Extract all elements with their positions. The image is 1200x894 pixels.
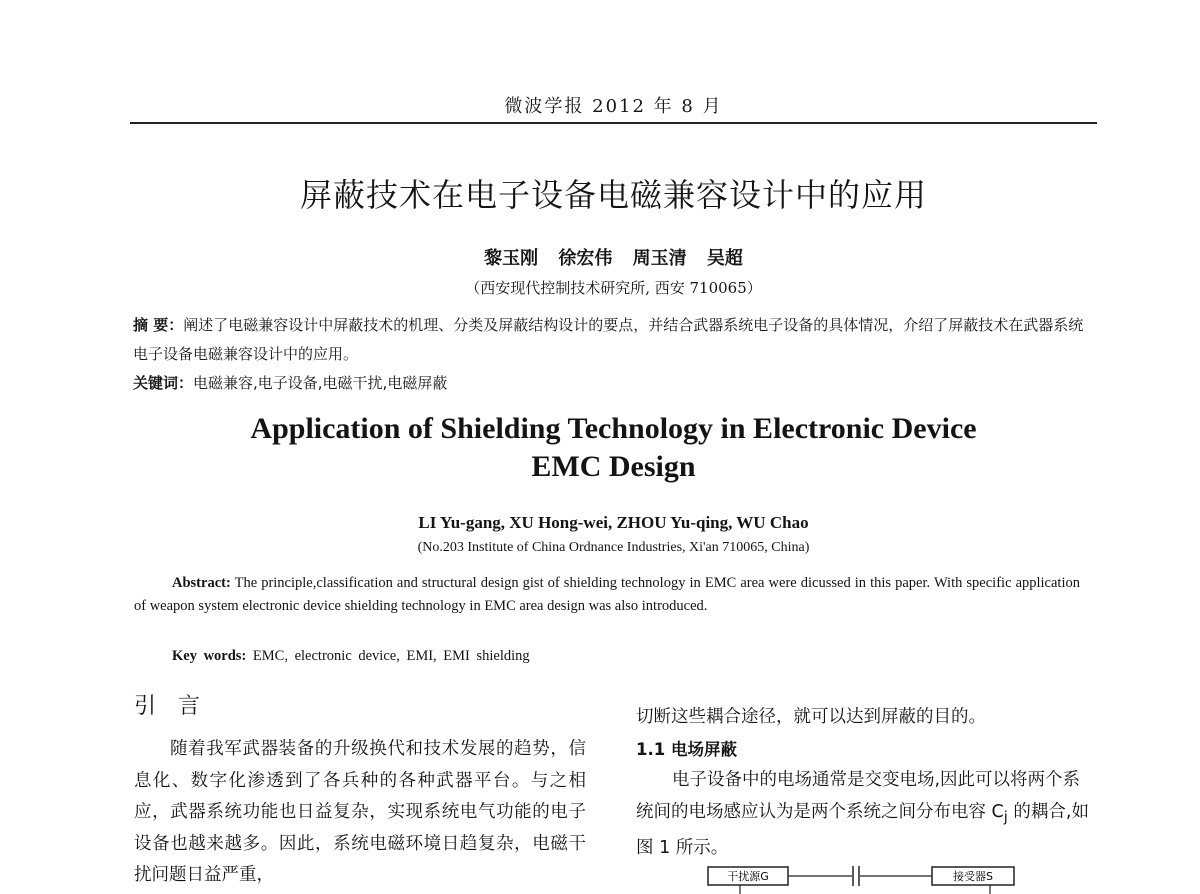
chinese-keywords-text: 电磁兼容,电子设备,电磁干扰,电磁屏蔽 <box>193 374 448 392</box>
chinese-abstract <box>133 311 1093 369</box>
figure-source-label: 干扰源G <box>727 870 769 883</box>
figure-receiver-label: 接受器S <box>953 870 993 883</box>
chinese-abstract-text: 阐述了电磁兼容设计中屏蔽技术的机理、分类及屏蔽结构设计的要点，并结合武器系统电子设备的具体情况，介绍了屏蔽技术在武器系统电子设备电磁兼容设计中的应用。 <box>133 316 1084 363</box>
capacitance-subscript: j <box>1003 808 1008 825</box>
electric-shielding-tail: 的耦合,如图 1 所示。 <box>636 801 1089 858</box>
english-keywords <box>172 648 1072 665</box>
subsection-heading-electric-shielding: 1.1 电场屏蔽 <box>636 739 737 759</box>
section-heading-introduction: 引言 <box>134 694 223 719</box>
header-rule <box>130 122 1097 124</box>
english-abstract <box>134 572 1080 618</box>
running-header: 微波学报 2012 年 8 月 <box>504 96 723 117</box>
english-abstract-text: The principle,classification and structural design gist of shielding technology in EMC area were dicussed in this paper. With specific application of weapon system electronic device shielding technology in EMC area design was also introduced. <box>134 575 1080 614</box>
chinese-keywords-label: 关键词： <box>133 374 194 392</box>
english-title-line2: EMC Design <box>531 450 696 483</box>
electric-shielding-text: 电子设备中的电场通常是交变电场,因此可以将两个系统间的电场感应认为是两个系统之间分布电容 C <box>636 770 1081 822</box>
english-keywords-text: EMC, electronic device, EMI, EMI shielding <box>246 648 530 664</box>
intro-paragraph: 随着我军武器装备的升级换代和技术发展的趋势，信息化、数字化渗透到了各兵种的各种武器平台。与之相应，武器系统功能也日益复杂，实现系统电气功能的电子设备也越来越多。因此，系统电磁环境日趋复杂，电磁干扰问题日益严重， <box>134 739 586 885</box>
chinese-authors: 黎玉刚 徐宏伟 周玉清 吴超 <box>484 248 743 269</box>
english-title-line1: Application of Shielding Technology in Electronic Device <box>250 412 977 445</box>
figure-1-coupling-diagram <box>700 862 1030 894</box>
english-affiliation: (No.203 Institute of China Ordnance Industries, Xi'an 710065, China) <box>417 540 810 555</box>
right-first-line: 切断这些耦合途径，就可以达到屏蔽的目的。 <box>636 707 986 727</box>
english-abstract-label: Abstract: <box>172 575 231 591</box>
chinese-abstract-label: 摘 要： <box>133 316 184 334</box>
left-column <box>134 734 586 892</box>
right-column <box>636 702 1091 864</box>
chinese-affiliation: （西安现代控制技术研究所, 西安 710065） <box>465 279 762 297</box>
english-keywords-label: Key words: <box>172 648 247 664</box>
chinese-keywords <box>133 372 1093 393</box>
english-title <box>130 410 1097 486</box>
electric-shielding-paragraph <box>636 765 1091 864</box>
chinese-title: 屏蔽技术在电子设备电磁兼容设计中的应用 <box>299 176 927 214</box>
english-authors: LI Yu-gang, XU Hong-wei, ZHOU Yu-qing, WU Chao <box>418 513 809 532</box>
